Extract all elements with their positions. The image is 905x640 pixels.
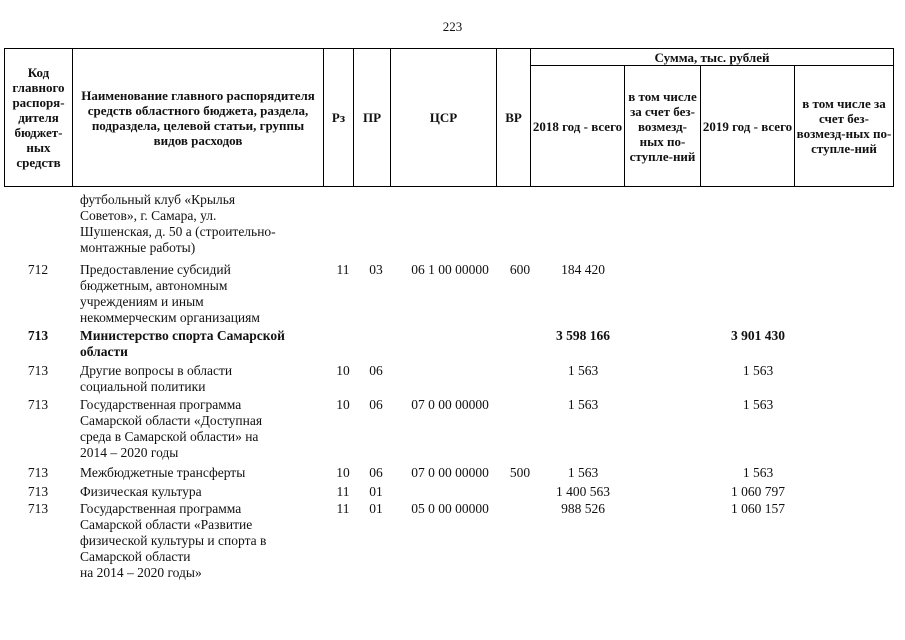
cell-code: 713	[27, 465, 49, 480]
cell-sum-2018: 184 420	[561, 262, 605, 277]
cell-pr: 03	[369, 262, 383, 277]
table-header	[4, 48, 894, 187]
cell-code: 713	[27, 363, 49, 378]
cell-name	[80, 501, 320, 581]
header-2018-total: 2018 год - всего	[531, 66, 625, 187]
cell-rz: 11	[336, 484, 350, 499]
cell-sum-2019: 3 901 430	[731, 328, 785, 343]
cell-name-line: Самарской области	[80, 549, 191, 564]
cell-name-line: Другие вопросы в области	[80, 363, 233, 378]
cell-rz: 10	[336, 363, 350, 378]
cell-name-line: Шушенская, д. 50 а (строительно-	[80, 224, 276, 239]
header-sum-caption: Сумма, тыс. рублей	[531, 49, 894, 66]
cell-name-line: социальной политики	[80, 379, 206, 394]
cell-name-line: среда в Самарской области» на	[80, 429, 259, 444]
cell-name-line: физической культуры и спорта в	[80, 533, 267, 548]
cell-name	[80, 397, 320, 461]
cell-name-line: Межбюджетные трансферты	[80, 465, 246, 480]
cell-name-line: Государственная программа	[80, 501, 242, 516]
header-rz: Рз	[324, 49, 354, 187]
cell-sum-2019: 1 563	[742, 363, 774, 378]
cell-sum-2019: 1 060 157	[731, 501, 785, 516]
header-pr: ПР	[354, 49, 391, 187]
cell-name	[80, 465, 320, 481]
cell-sum-2018: 1 563	[567, 465, 599, 480]
cell-code: 712	[27, 262, 49, 277]
cell-code: 713	[27, 328, 49, 343]
cell-name-line: некоммерческим организациям	[80, 310, 260, 325]
cell-sum-2018: 988 526	[561, 501, 605, 516]
cell-name	[80, 192, 320, 256]
cell-sum-2019: 1 060 797	[731, 484, 785, 499]
cell-name-line: Самарской области «Развитие	[80, 517, 253, 532]
cell-name-line: Предоставление субсидий	[80, 262, 231, 277]
cell-pr: 06	[369, 363, 383, 378]
cell-name	[80, 484, 320, 500]
header-name: Наименование главного распорядителя средств областного бюджета, раздела, подраздела, целевой статьи, группы видов расходов	[73, 49, 324, 187]
cell-sum-2019: 1 563	[742, 397, 774, 412]
cell-code: 713	[27, 397, 49, 412]
cell-name	[80, 363, 320, 395]
cell-sum-2018: 1 563	[567, 363, 599, 378]
cell-name-line: Физическая культура	[80, 484, 202, 499]
cell-csr: 05 0 00 00000	[411, 501, 489, 516]
header-2019-free: в том числе за счет без-возмезд-ных по-ступле-ний	[795, 66, 894, 187]
header-2019-total: 2019 год - всего	[701, 66, 795, 187]
cell-vr: 500	[509, 465, 531, 480]
cell-sum-2018: 1 400 563	[556, 484, 610, 499]
cell-name-line: Самарской области «Доступная	[80, 413, 263, 428]
cell-csr: 06 1 00 00000	[411, 262, 489, 277]
header-csr: ЦСР	[391, 49, 497, 187]
cell-pr: 01	[369, 501, 383, 516]
header-vr: ВР	[497, 49, 531, 187]
cell-pr: 06	[369, 465, 383, 480]
header-2018-free: в том числе за счет без-возмезд-ных по-ступле-ний	[625, 66, 701, 187]
cell-name-line: монтажные работы)	[80, 240, 196, 255]
cell-name-line: Министерство спорта Самарской	[80, 328, 285, 343]
cell-name-line: на 2014 – 2020 годы»	[80, 565, 202, 580]
header-code: Код главного распоря-дителя бюджет-ных средств	[5, 49, 73, 187]
cell-rz: 10	[336, 397, 350, 412]
cell-name	[80, 328, 320, 360]
cell-sum-2018: 3 598 166	[556, 328, 610, 343]
cell-csr: 07 0 00 00000	[411, 397, 489, 412]
cell-code: 713	[27, 484, 49, 499]
cell-vr: 600	[509, 262, 531, 277]
cell-rz: 11	[336, 262, 350, 277]
cell-pr: 06	[369, 397, 383, 412]
cell-pr: 01	[369, 484, 383, 499]
cell-sum-2018: 1 563	[567, 397, 599, 412]
page-number: 223	[442, 19, 463, 34]
cell-csr: 07 0 00 00000	[411, 465, 489, 480]
cell-sum-2019: 1 563	[742, 465, 774, 480]
cell-name	[80, 262, 320, 326]
cell-name-line: Советов», г. Самара, ул.	[80, 208, 217, 223]
cell-name-line: бюджетным, автономным	[80, 278, 228, 293]
cell-name-line: Государственная программа	[80, 397, 242, 412]
cell-rz: 11	[336, 501, 350, 516]
cell-code: 713	[27, 501, 49, 516]
cell-name-line: 2014 – 2020 годы	[80, 445, 179, 460]
cell-name-line: учреждениям и иным	[80, 294, 204, 309]
cell-rz: 10	[336, 465, 350, 480]
cell-name-line: области	[80, 344, 128, 359]
cell-name-line: футбольный клуб «Крылья	[80, 192, 236, 207]
